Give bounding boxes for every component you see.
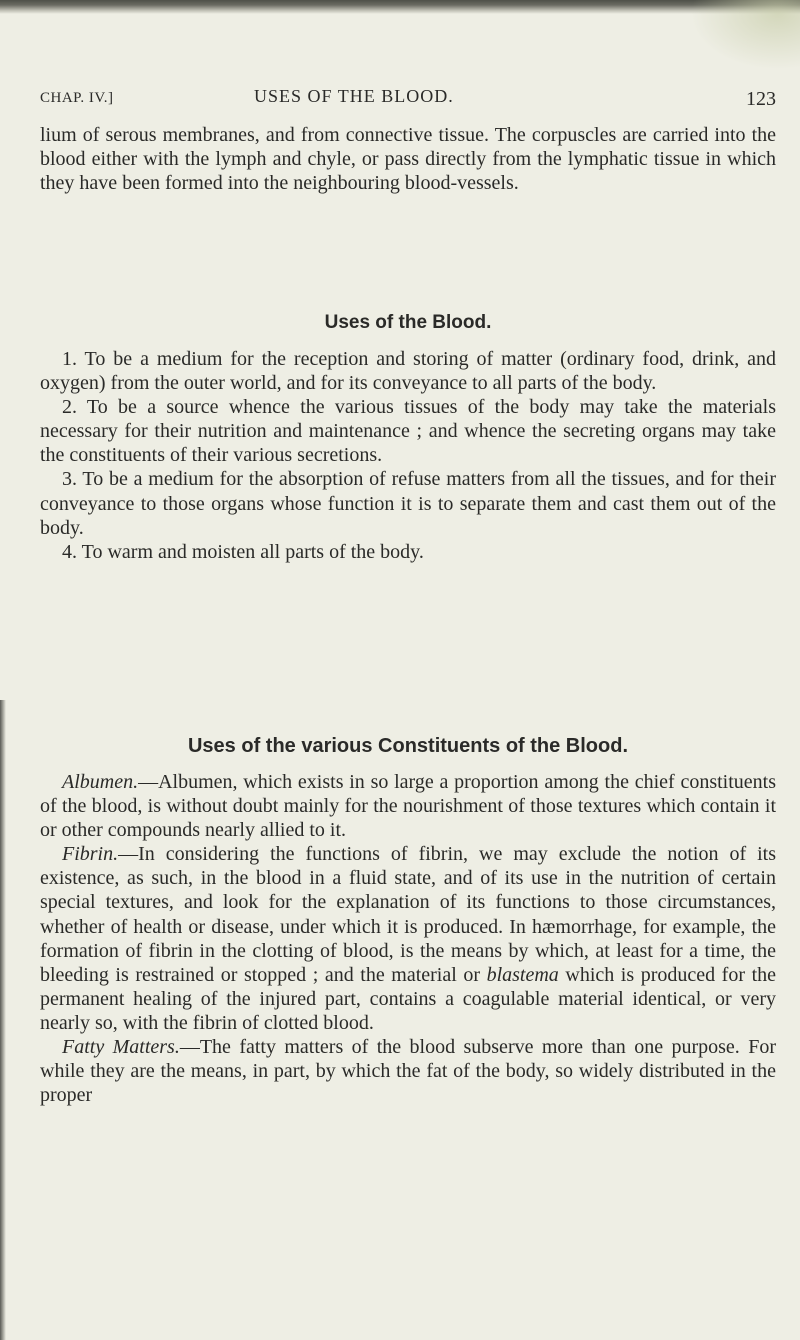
albumen-term: Albumen. <box>62 771 139 793</box>
fibrin-italic-word: blastema <box>486 963 559 986</box>
chapter-label: CHAP. IV.] <box>40 90 114 106</box>
section-heading-constituents: Uses of the various Constituents of the Blood. <box>187 735 629 757</box>
running-title: USES OF THE BLOOD. <box>254 86 454 106</box>
albumen-paragraph <box>40 770 776 842</box>
uses-list <box>40 347 776 564</box>
page-left-edge <box>0 700 6 1340</box>
list-item: 2. To be a source whence the various tissues of the body may take the materials necessary for their nutrition and maintenance ; and whence the secreting organs may take the constituents of their various secretions. <box>40 396 776 467</box>
fatty-paragraph <box>40 1035 776 1107</box>
fibrin-term: Fibrin. <box>62 843 119 866</box>
fatty-text: —The fatty matters of the blood subserve more than one purpose. For while they are the means, in part, by which the fat of the body, so widely distributed in the proper <box>40 1036 776 1107</box>
list-item: 4. To warm and moisten all parts of the body. <box>62 540 424 563</box>
fatty-term: Fatty Matters. <box>62 1036 180 1059</box>
fibrin-text-after: which is produced for the permanent healing of the injured part, contains a coagulable material identical, or very nearly so, with the fibrin of clotted blood. <box>40 963 776 1034</box>
page-number: 123 <box>746 88 776 110</box>
page-top-edge <box>0 0 800 14</box>
fibrin-paragraph <box>40 842 776 1035</box>
fibrin-text-before: —In considering the functions of fibrin, we may exclude the notion of its existence, as such, in the blood in a fluid state, and of its use in the nutrition of certain special textures, and look for the explanation of its functions to those circumstances, whether of health or disease, under which it is produced. In hæmorrhage, for example, the formation of fibrin in the clotting of blood, is the means by which, at least for a time, the bleeding is restrained or stopped ; and the material or <box>40 843 776 986</box>
corner-stain <box>690 0 800 70</box>
list-item: 1. To be a medium for the reception and storing of matter (ordinary food, drink, and oxygen) from the outer world, and for its conveyance to all parts of the body. <box>40 348 776 395</box>
section-heading-uses: Uses of the Blood. <box>324 312 492 333</box>
intro-paragraph-block <box>40 123 776 195</box>
albumen-text: —Albumen, which exists in so large a proportion among the chief constituents of the blood, is without doubt mainly for the nourishment of those textures which contain it or other compounds nearly allied to it. <box>40 771 776 842</box>
intro-paragraph: lium of serous membranes, and from connective tissue. The corpuscles are carried into the blood either with the lymph and chyle, or pass directly from the lymphatic tissue in which they have been formed into the neighbouring blood-vessels. <box>40 124 776 195</box>
running-head <box>40 84 776 114</box>
list-item: 3. To be a medium for the absorption of refuse matters from all the tissues, and for their conveyance to those organs whose function it is to separate them and cast them out of the body. <box>40 468 776 539</box>
constituents-body <box>40 770 776 1107</box>
